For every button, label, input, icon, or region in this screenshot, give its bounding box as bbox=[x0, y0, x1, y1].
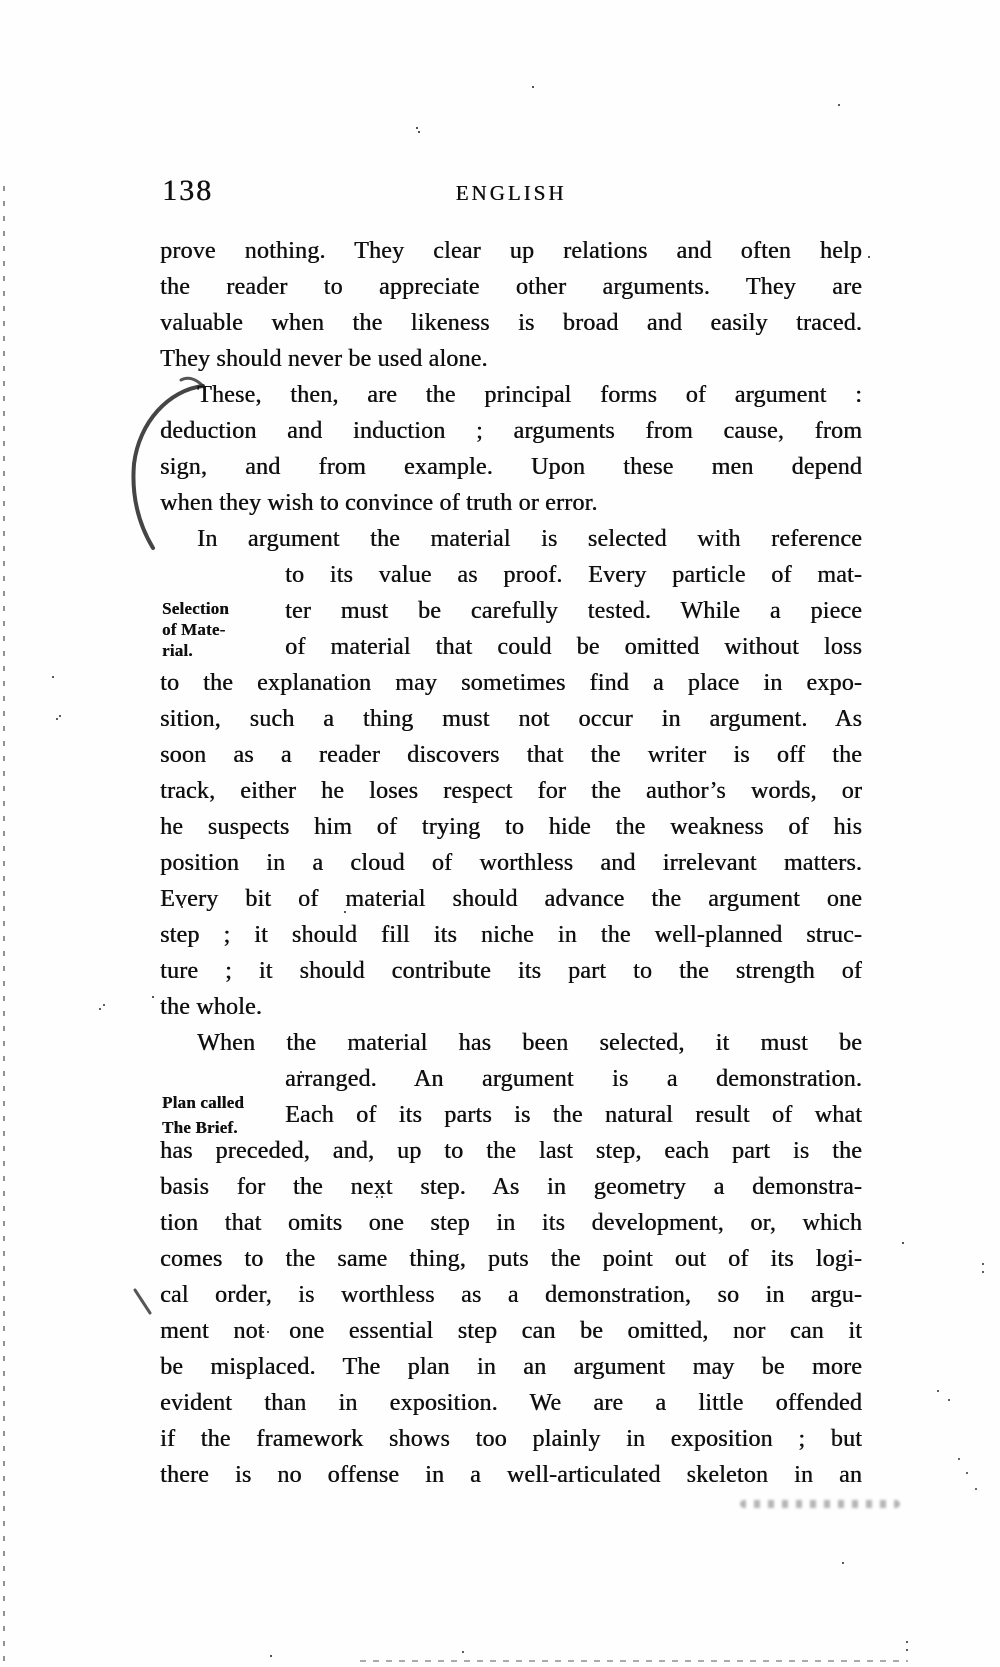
text-line: track, either he loses respect for the author’s words, or bbox=[160, 778, 862, 804]
text-line: he suspects him of trying to hide the weakness of his bbox=[160, 814, 862, 840]
scan-edge-dashed-line bbox=[3, 186, 5, 1662]
text-line: step ; it should fill its niche in the well-planned struc- bbox=[160, 922, 862, 948]
scan-bottom-dashed-line bbox=[360, 1660, 908, 1662]
text-line: the whole. bbox=[160, 994, 262, 1020]
text-line: basis for the next step. As in geometry a demonstra- bbox=[160, 1174, 862, 1200]
text-line: ment not one essential step can be omitted, nor can it bbox=[160, 1318, 862, 1344]
text-line: to the explanation may sometimes find a place in expo- bbox=[160, 670, 862, 696]
text-line: position in a cloud of worthless and irrelevant matters. bbox=[160, 850, 862, 876]
text-line: They should never be used alone. bbox=[160, 346, 488, 372]
sidenote-line: Plan called bbox=[162, 1093, 245, 1112]
text-line: deduction and induction ; arguments from cause, from bbox=[160, 418, 862, 444]
sidenote-plan-called-the-brief bbox=[162, 1090, 280, 1140]
text-line: cal order, is worthless as a demonstration, so in argu- bbox=[160, 1282, 862, 1308]
text-line: When the material has been selected, it must be bbox=[197, 1030, 862, 1056]
text-line: ter must be carefully tested. While a piece bbox=[285, 598, 862, 624]
text-line: Every bit of material should advance the argument one bbox=[160, 886, 862, 912]
text-line: ture ; it should contribute its part to the strength of bbox=[160, 958, 862, 984]
text-line: soon as a reader discovers that the writer is off the bbox=[160, 742, 862, 768]
text-line: sign, and from example. Upon these men depend bbox=[160, 454, 862, 480]
text-line: prove nothing. They clear up relations and often help bbox=[160, 238, 862, 264]
text-line: Each of its parts is the natural result of what bbox=[285, 1102, 862, 1128]
text-line: the reader to appreciate other arguments. They are bbox=[160, 274, 862, 300]
text-line: valuable when the likeness is broad and easily traced. bbox=[160, 310, 862, 336]
text-line: arranged. An argument is a demonstration. bbox=[285, 1066, 862, 1092]
sidenote-line: of Mate- bbox=[162, 620, 226, 639]
text-line: tion that omits one step in its development, or, which bbox=[160, 1210, 862, 1236]
text-line: there is no offense in a well-articulated skeleton in an bbox=[160, 1462, 862, 1488]
text-line: sition, such a thing must not occur in argument. As bbox=[160, 706, 862, 732]
sidenote-line: Selection bbox=[162, 599, 229, 618]
sidenote-selection-of-material bbox=[162, 598, 280, 661]
text-line: has preceded, and, up to the last step, each part is the bbox=[160, 1138, 862, 1164]
text-line: be misplaced. The plan in an argument may be more bbox=[160, 1354, 862, 1380]
page-number: 138 bbox=[162, 174, 213, 207]
pencil-tick-annotation bbox=[132, 1286, 156, 1318]
text-line: In argument the material is selected with reference bbox=[197, 526, 862, 552]
text-line: comes to the same thing, puts the point out of its logi- bbox=[160, 1246, 862, 1272]
text-line: if the framework shows too plainly in exposition ; but bbox=[160, 1426, 862, 1452]
ink-smudge bbox=[740, 1500, 900, 1508]
page-header bbox=[160, 174, 862, 214]
text-line: to its value as proof. Every particle of mat- bbox=[285, 562, 862, 588]
text-block bbox=[160, 233, 862, 1493]
paragraph-1 bbox=[160, 233, 862, 377]
paragraph-3 bbox=[160, 521, 862, 1025]
text-line: These, then, are the principal forms of argument : bbox=[197, 382, 862, 408]
running-head: ENGLISH bbox=[455, 181, 567, 205]
scan-noise-specks bbox=[0, 0, 2, 2]
text-line: evident than in exposition. We are a little offended bbox=[160, 1390, 862, 1416]
paragraph-2 bbox=[160, 377, 862, 521]
text-line: when they wish to convince of truth or error. bbox=[160, 490, 598, 516]
sidenote-line: The Brief. bbox=[162, 1118, 238, 1137]
sidenote-line: rial. bbox=[162, 641, 193, 660]
text-line: of material that could be omitted without loss bbox=[285, 634, 862, 660]
